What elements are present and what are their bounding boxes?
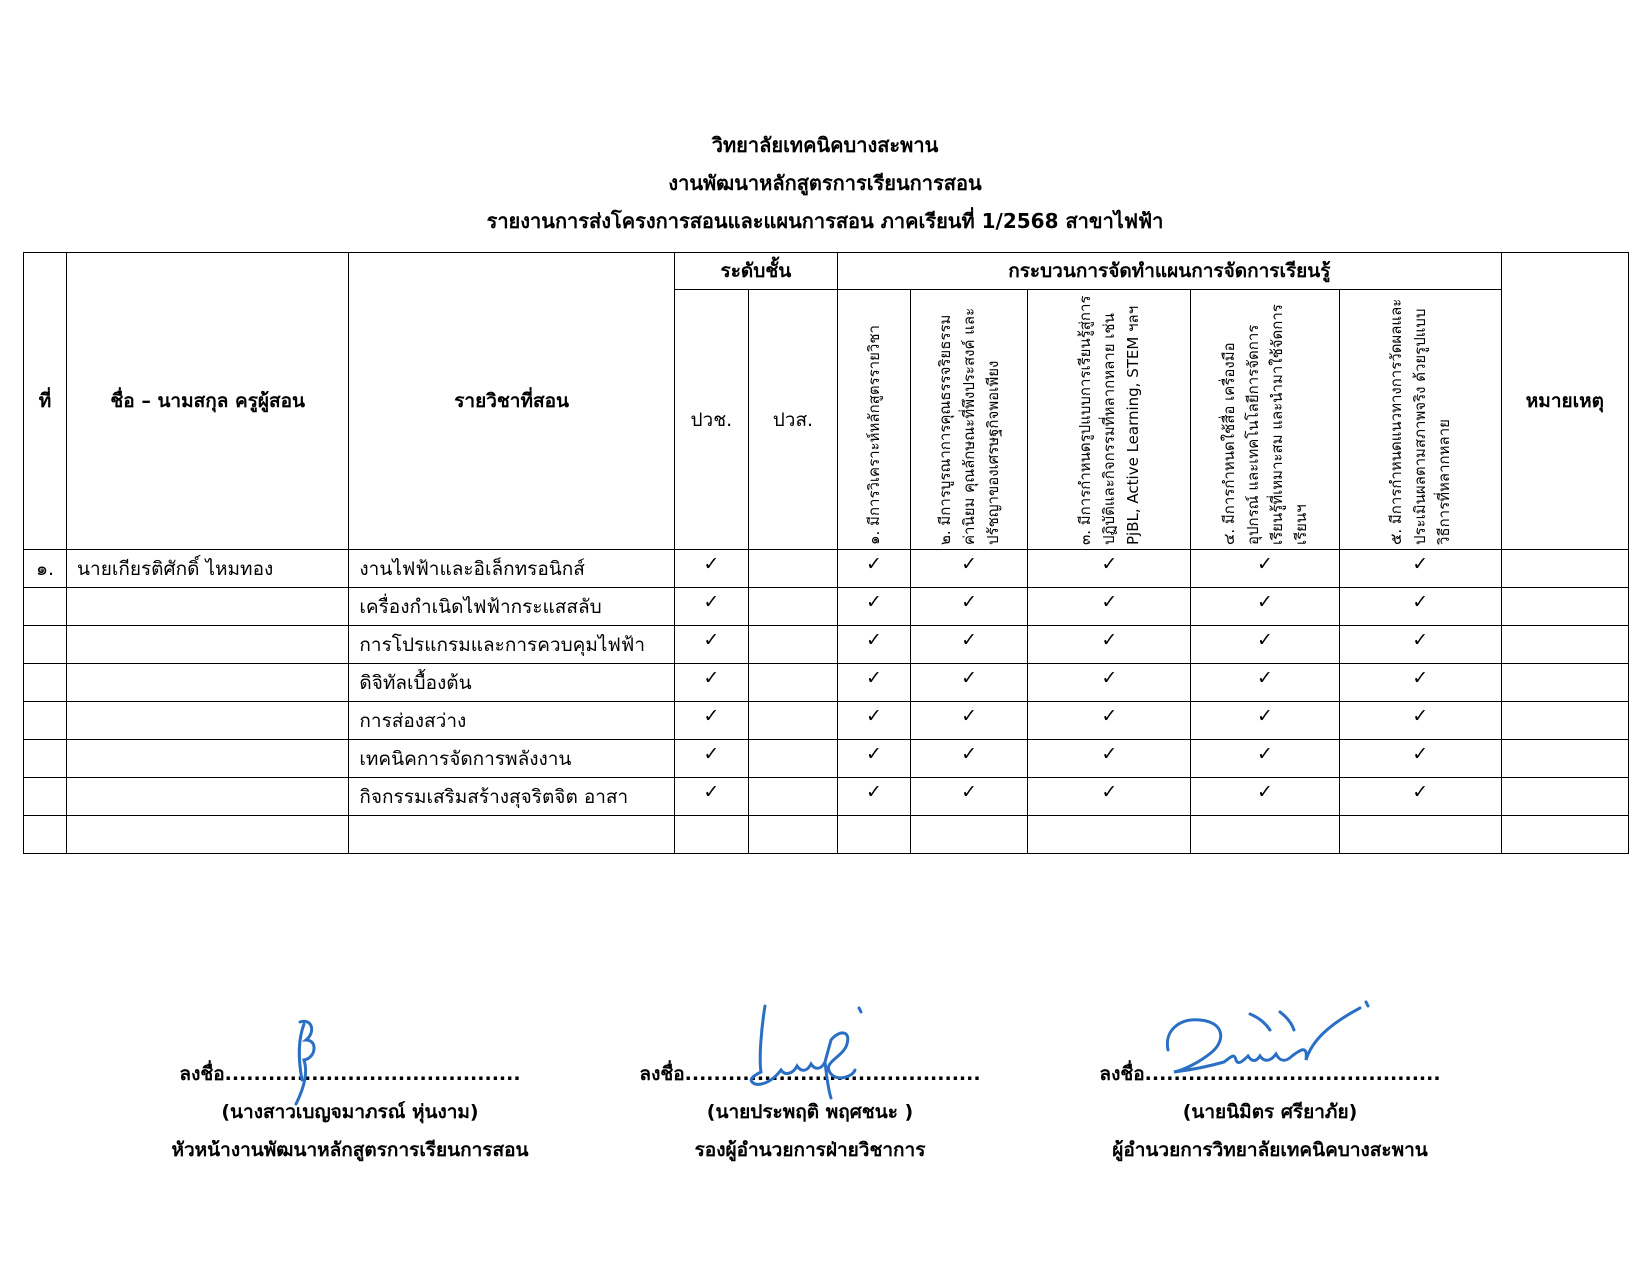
empty-cell: [837, 816, 910, 854]
row-number: [24, 626, 67, 664]
check-mark: ✓: [837, 778, 910, 816]
empty-cell: [748, 550, 837, 588]
empty-cell: [748, 588, 837, 626]
row-number: [24, 702, 67, 740]
teacher-name: [67, 626, 349, 664]
signature-line: ลงชื่อ.........................................: [1099, 1063, 1441, 1085]
row-number: [24, 816, 67, 854]
remark-cell: [1501, 588, 1628, 626]
empty-cell: [1339, 816, 1501, 854]
level-header-pvs: ปวส.: [748, 290, 837, 550]
handwritten-signature-2: [735, 1000, 895, 1100]
process-header-1: [837, 290, 910, 550]
col-header-subject: รายวิชาที่สอน: [349, 253, 674, 550]
table-row: [24, 664, 1629, 702]
subject-name: งานไฟฟ้าและอิเล็กทรอนิกส์: [349, 550, 674, 588]
subject-name: เครื่องกำเนิดไฟฟ้ากระแสสลับ: [349, 588, 674, 626]
signature-line: ลงชื่อ.........................................: [639, 1063, 981, 1085]
table-row: [24, 550, 1629, 588]
empty-cell: [748, 702, 837, 740]
lesson-plan-report-table: [23, 252, 1629, 854]
col-header-level: ระดับชั้น: [674, 253, 837, 290]
check-mark: ✓: [1339, 626, 1501, 664]
check-mark: ✓: [1028, 626, 1191, 664]
check-mark: ✓: [837, 588, 910, 626]
check-mark: ✓: [1028, 588, 1191, 626]
empty-cell: [674, 816, 748, 854]
table-row: [24, 816, 1629, 854]
col-header-remark: หมายเหตุ: [1501, 253, 1628, 550]
check-mark: ✓: [1339, 664, 1501, 702]
check-mark: ✓: [837, 626, 910, 664]
signer-name: (นายนิมิตร ศรียาภัย): [1182, 1101, 1358, 1123]
teacher-name: [67, 740, 349, 778]
report-title-block: [0, 126, 1650, 240]
empty-cell: [748, 816, 837, 854]
check-mark: ✓: [911, 778, 1028, 816]
college-name: วิทยาลัยเทคนิคบางสะพาน: [711, 133, 939, 157]
check-mark: ✓: [911, 664, 1028, 702]
check-mark: ✓: [1339, 550, 1501, 588]
teacher-name: [67, 816, 349, 854]
check-mark: ✓: [1191, 588, 1339, 626]
process-header-3-text: ๓. มีการกำหนดรูปแบบการเรียนรู้สู่การปฏิบัติและกิจกรรมที่หลากหลาย เช่น PjBL, Active Learning, STEM ฯลฯ: [1076, 295, 1143, 545]
process-header-3: [1028, 290, 1191, 550]
check-mark: ✓: [911, 588, 1028, 626]
signer-name: (นายประพฤติ พฤศชนะ ): [706, 1101, 914, 1123]
process-header-1-text: ๑. มีการวิเคราะห์หลักสูตรรายวิชา: [865, 325, 883, 545]
subject-name: เทคนิคการจัดการพลังงาน: [349, 740, 674, 778]
check-mark: ✓: [1339, 702, 1501, 740]
row-number: [24, 588, 67, 626]
remark-cell: [1501, 550, 1628, 588]
process-header-4: [1191, 290, 1339, 550]
check-mark: ✓: [674, 778, 748, 816]
table-row: [24, 702, 1629, 740]
check-mark: ✓: [1028, 702, 1191, 740]
signer-position: หัวหน้างานพัฒนาหลักสูตรการเรียนการสอน: [171, 1139, 529, 1161]
process-header-4-text: ๔. มีการกำหนดใช้สื่อ เครื่องมือ อุปกรณ์ และเทคโนโลยีการจัดการเรียนรู้ที่เหมาะสม และนำมาใช้จัดการเรียนฯ: [1219, 304, 1310, 545]
check-mark: ✓: [911, 702, 1028, 740]
check-mark: ✓: [674, 550, 748, 588]
teacher-name: [67, 588, 349, 626]
signer-position: ผู้อำนวยการวิทยาลัยเทคนิคบางสะพาน: [1112, 1139, 1428, 1161]
department-name: งานพัฒนาหลักสูตรการเรียนการสอน: [668, 171, 982, 195]
check-mark: ✓: [674, 740, 748, 778]
row-number: [24, 740, 67, 778]
check-mark: ✓: [1028, 778, 1191, 816]
check-mark: ✓: [1339, 740, 1501, 778]
subject-name: [349, 816, 674, 854]
level-header-pvc: ปวช.: [674, 290, 748, 550]
check-mark: ✓: [837, 664, 910, 702]
handwritten-signature-1: [282, 1010, 332, 1110]
check-mark: ✓: [911, 550, 1028, 588]
col-header-no: ที่: [24, 253, 67, 550]
check-mark: ✓: [1339, 588, 1501, 626]
col-header-process: กระบวนการจัดทำแผนการจัดการเรียนรู้: [837, 253, 1501, 290]
check-mark: ✓: [1028, 550, 1191, 588]
row-number: [24, 664, 67, 702]
check-mark: ✓: [1191, 550, 1339, 588]
remark-cell: [1501, 740, 1628, 778]
check-mark: ✓: [911, 626, 1028, 664]
signer-name: (นางสาวเบญจมาภรณ์ หุ่นงาม): [221, 1101, 479, 1123]
check-mark: ✓: [1028, 664, 1191, 702]
row-number: ๑.: [24, 550, 67, 588]
empty-cell: [748, 740, 837, 778]
table-row: [24, 778, 1629, 816]
process-header-5-text: ๕. มีการกำหนดแนวทางการวัดผลและประเมินผลตามสภาพจริง ด้วยรูปแบบวิธีการที่หลากหลาย: [1387, 298, 1454, 545]
check-mark: ✓: [837, 702, 910, 740]
signer-position: รองผู้อำนวยการฝ่ายวิชาการ: [694, 1139, 926, 1161]
subject-name: ดิจิทัลเบื้องต้น: [349, 664, 674, 702]
subject-name: กิจกรรมเสริมสร้างสุจริตจิต อาสา: [349, 778, 674, 816]
check-mark: ✓: [674, 702, 748, 740]
subject-name: การโปรแกรมและการควบคุมไฟฟ้า: [349, 626, 674, 664]
empty-cell: [748, 778, 837, 816]
empty-cell: [748, 664, 837, 702]
remark-cell: [1501, 778, 1628, 816]
check-mark: ✓: [837, 550, 910, 588]
empty-cell: [1028, 816, 1191, 854]
empty-cell: [911, 816, 1028, 854]
check-mark: ✓: [1191, 626, 1339, 664]
check-mark: ✓: [1191, 702, 1339, 740]
header-row-1: [24, 253, 1629, 290]
check-mark: ✓: [1191, 740, 1339, 778]
check-mark: ✓: [674, 626, 748, 664]
remark-cell: [1501, 816, 1628, 854]
check-mark: ✓: [1191, 664, 1339, 702]
col-header-teacher-name: ชื่อ – นามสกุล ครูผู้สอน: [67, 253, 349, 550]
process-header-5: [1339, 290, 1501, 550]
check-mark: ✓: [1191, 778, 1339, 816]
process-header-2-text: ๒. มีการบูรณาการคุณธรรจริยธรรม ค่านิยม คุณลักษณะที่พึงประสงค์ และปรัชญาของเศรษฐกิจพอเพียง: [936, 307, 1003, 545]
check-mark: ✓: [837, 740, 910, 778]
teacher-name: [67, 702, 349, 740]
remark-cell: [1501, 626, 1628, 664]
signature-block-curriculum-head: [145, 1055, 555, 1169]
check-mark: ✓: [1028, 740, 1191, 778]
check-mark: ✓: [1339, 778, 1501, 816]
table-row: [24, 588, 1629, 626]
table-row: [24, 626, 1629, 664]
row-number: [24, 778, 67, 816]
signature-line: ลงชื่อ.........................................: [179, 1063, 521, 1085]
empty-cell: [1191, 816, 1339, 854]
teacher-name: [67, 778, 349, 816]
teacher-name: นายเกียรติศักดิ์ ไหมทอง: [67, 550, 349, 588]
empty-cell: [748, 626, 837, 664]
remark-cell: [1501, 664, 1628, 702]
check-mark: ✓: [674, 664, 748, 702]
report-title: รายงานการส่งโครงการสอนและแผนการสอน ภาคเรียนที่ 1/2568 สาขาไฟฟ้า: [486, 209, 1164, 233]
check-mark: ✓: [674, 588, 748, 626]
subject-name: การส่องสว่าง: [349, 702, 674, 740]
remark-cell: [1501, 702, 1628, 740]
process-header-2: [911, 290, 1028, 550]
table-row: [24, 740, 1629, 778]
handwritten-signature-3: [1160, 1000, 1390, 1090]
teacher-name: [67, 664, 349, 702]
check-mark: ✓: [911, 740, 1028, 778]
